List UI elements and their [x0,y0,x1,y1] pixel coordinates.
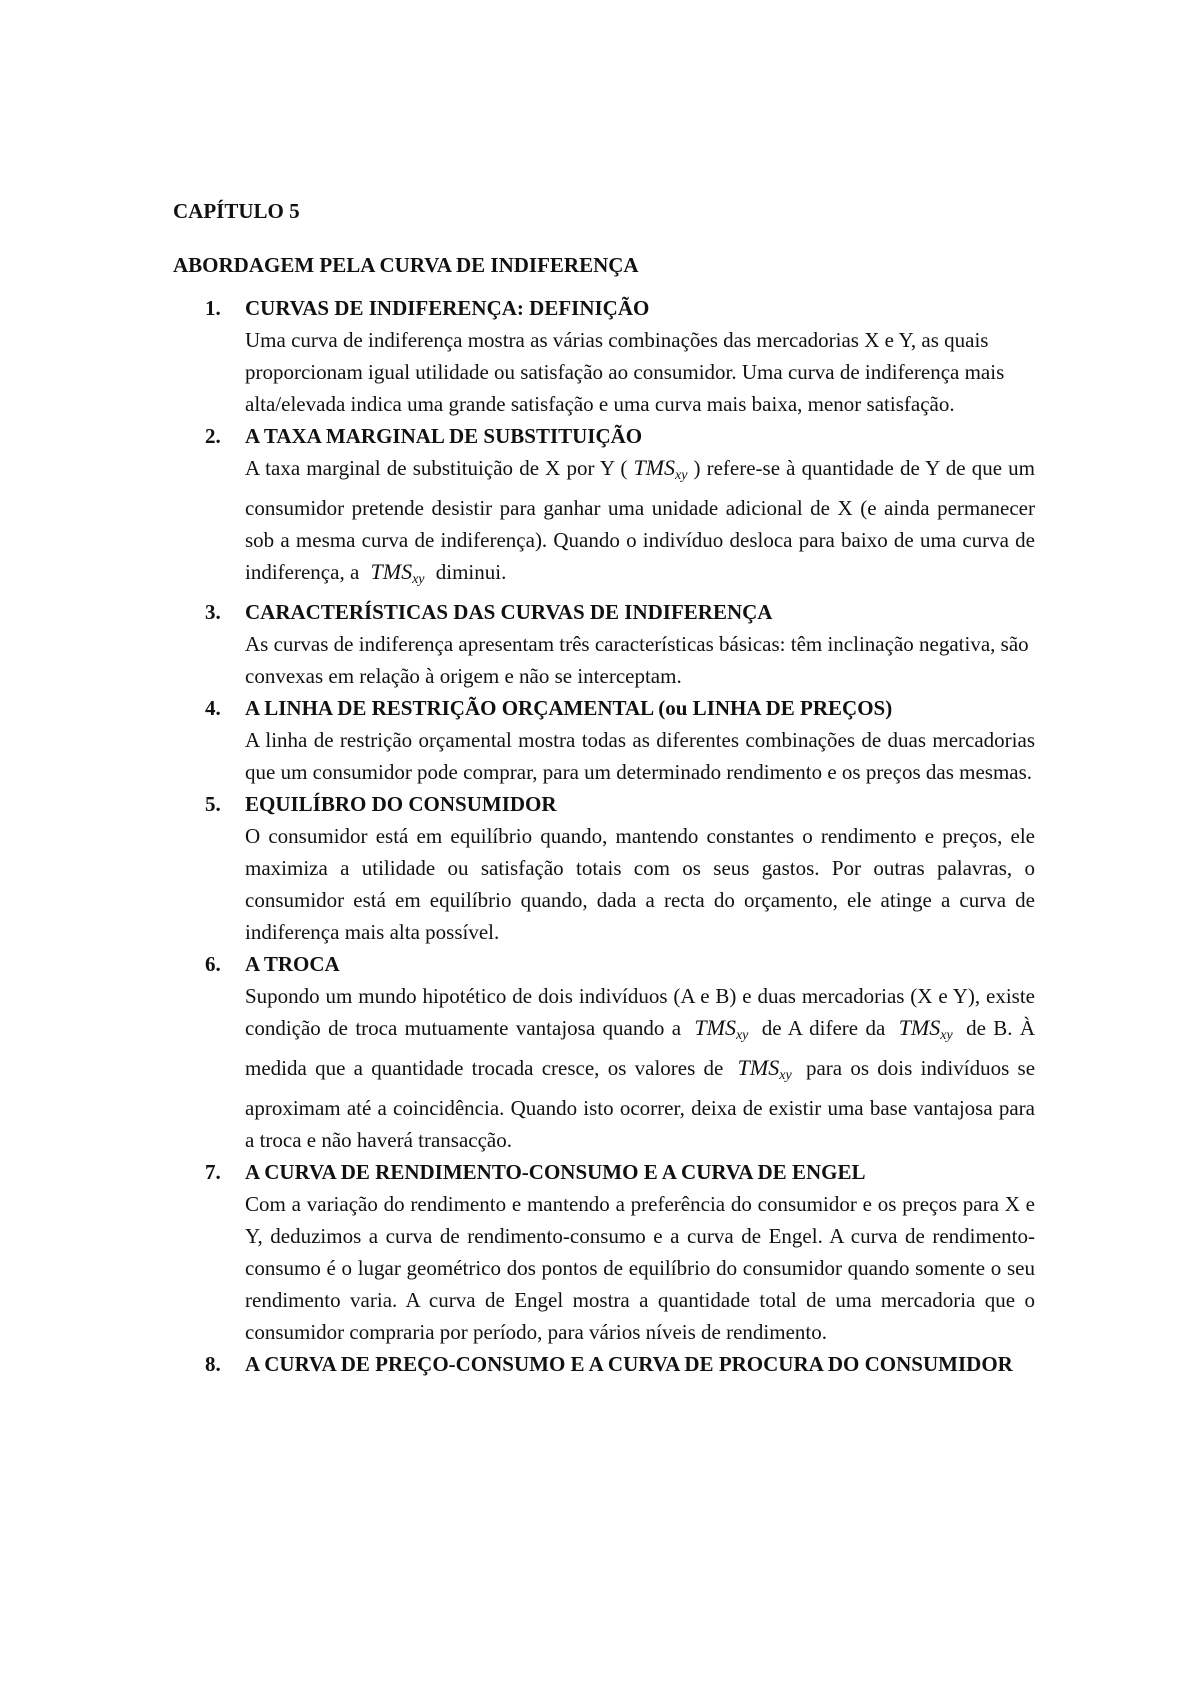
list-item [173,1348,1035,1380]
tms-base: TMS [737,1055,780,1080]
item-body: O consumidor está em equilíbrio quando, mantendo constantes o rendimento e preços, ele maximiza a utilidade ou satisfação totais com os seus gastos. Por outras palavras, o consumidor está em equilíbrio quando, dada a recta do orçamento, ele atinge a curva de indiferença mais alta possível. [245,824,1035,944]
list-item [173,1156,1035,1348]
item-heading: A TROCA [245,952,340,976]
tms-formula [732,1055,798,1083]
item-heading: A CURVA DE PREÇO-CONSUMO E A CURVA DE PROCURA DO CONSUMIDOR [245,1352,1013,1376]
item-heading: A CURVA DE RENDIMENTO-CONSUMO E A CURVA DE ENGEL [245,1160,866,1184]
item-number: 8. [205,1352,221,1376]
tms-formula [365,559,431,587]
item-number: 6. [205,952,221,976]
item-body: A linha de restrição orçamental mostra todas as diferentes combinações de duas mercadorias que um consumidor pode comprar, para um determinado rendimento e os preços das mesmas. [245,728,1035,784]
list-item [173,420,1035,596]
item-number: 3. [205,600,221,624]
body-text: Supondo um mundo hipotético de dois indivíduos (A e B) e duas mercadorias (X e Y), existe condição de troca mutuamente vantajosa quando a [245,984,1035,1040]
item-body [245,980,1035,1156]
tms-base: TMS [633,455,675,480]
tms-subscript: xy [735,1028,749,1043]
list-item [173,948,1035,1156]
body-text: diminui. [435,560,507,584]
item-heading: A TAXA MARGINAL DE SUBSTITUIÇÃO [245,424,643,448]
list-item [173,692,1035,788]
document-page [173,196,1035,1380]
tms-base: TMS [898,1015,941,1040]
tms-subscript: xy [940,1028,953,1043]
body-text: de B. À medida que a quantidade trocada cresce, os valores de [245,1016,1036,1080]
item-body [245,452,1035,596]
chapter-title: CAPÍTULO 5 [173,199,300,223]
tms-subscript: xy [412,572,425,587]
tms-subscript: xy [675,468,688,483]
item-body: As curvas de indiferença apresentam três características básicas: têm inclinação negativa, são convexas em relação à origem e não se interceptam. [245,632,1029,688]
section-title: ABORDAGEM PELA CURVA DE INDIFERENÇA [173,253,639,277]
item-number: 2. [205,424,221,448]
body-text: ) refere-se à quantidade de Y de que um consumidor pretende desistir para ganhar uma unidade adicional de X (e ainda permanecer sob a mesma curva de indiferença). Quando o indivíduo desloca para baixo de uma curva de indiferença, a [245,456,1036,584]
tms-formula [688,1015,754,1043]
item-heading: A LINHA DE RESTRIÇÃO ORÇAMENTAL (ou LINHA DE PREÇOS) [245,696,893,720]
body-text: para os dois indivíduos se aproximam até a coincidência. Quando isto ocorrer, deixa de existir uma base vantajosa para a troca e não haverá transacção. [245,1056,1036,1152]
item-number: 4. [205,696,221,720]
body-text: de A difere da [761,1016,886,1040]
topic-list [173,292,1035,1380]
list-item [173,596,1035,692]
tms-subscript: xy [779,1068,792,1083]
item-heading: CARACTERÍSTICAS DAS CURVAS DE INDIFERENÇA [245,600,773,624]
list-item [173,292,1035,420]
tms-base: TMS [370,559,413,584]
item-number: 5. [205,792,221,816]
item-number: 1. [205,296,221,320]
item-heading: EQUILÍBRO DO CONSUMIDOR [245,792,557,816]
body-text: A taxa marginal de substituição de X por Y ( [245,456,628,480]
list-item [173,788,1035,948]
tms-formula [893,1015,959,1043]
item-body: Com a variação do rendimento e mantendo a preferência do consumidor e os preços para X e Y, deduzimos a curva de rendimento-consumo e a curva de Engel. A curva de rendimento-consumo é o lugar geométrico dos pontos de equilíbrio do consumidor quando somente o seu rendimento varia. A curva de Engel mostra a quantidade total de uma mercadoria que o consumidor compraria por período, para vários níveis de rendimento. [245,1192,1035,1344]
tms-base: TMS [694,1015,736,1040]
item-number: 7. [205,1160,221,1184]
item-heading: CURVAS DE INDIFERENÇA: DEFINIÇÃO [245,296,650,320]
item-body: Uma curva de indiferença mostra as várias combinações das mercadorias X e Y, as quais proporcionam igual utilidade ou satisfação ao consumidor. Uma curva de indiferença mais alta/elevada indica uma grande satisfação e uma curva mais baixa, menor satisfação. [245,328,1005,416]
tms-formula [627,455,693,483]
